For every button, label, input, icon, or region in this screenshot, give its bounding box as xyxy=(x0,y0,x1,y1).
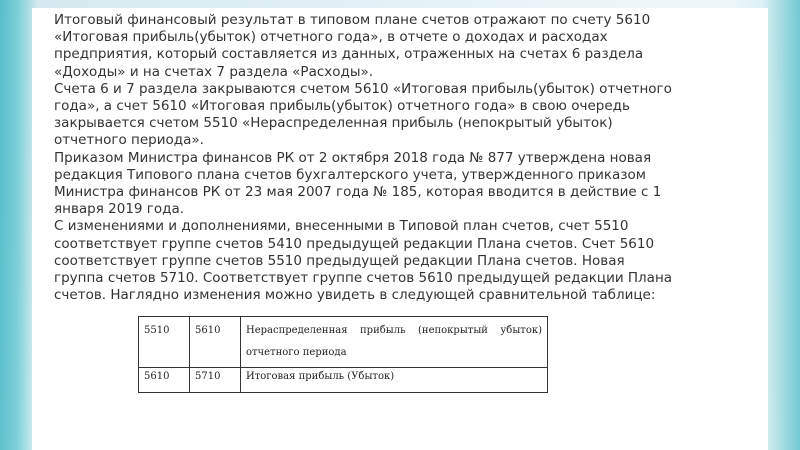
paragraph-closing-accounts: Счета 6 и 7 раздела закрываются счетом 5610 «Итоговая прибыль(убыток) отчетного года», а счет 5610 «Итоговая прибыль(убыток) отчетного года» в свою очередь закрывается счетом 5510 «Нераспределенная прибыль (непокрытый убыток) отчетного периода». xyxy=(54,80,672,149)
table-row xyxy=(139,368,548,393)
slide-text-block xyxy=(54,12,674,304)
account-description: Нераспределенная прибыль (непокрытый убыток) отчетного периода xyxy=(241,317,548,368)
table-row xyxy=(139,317,548,368)
paragraph-changes: С изменениями и дополнениями, внесенными в Типовой план счетов, счет 5510 соответствует группе счетов 5410 предыдущей редакции Плана счетов. Счет 5610 соответствует группе счетов 5510 предыдущей редакции Плана счетов. Новая группа счетов 5710. Соответствует группе счетов 5610 предыдущей редакции Плана счетов. Наглядно изменения можно увидеть в следующей сравнительной таблице: xyxy=(54,218,673,304)
account-description: Итоговая прибыль (Убыток) xyxy=(241,368,548,393)
new-account-code: 5710 xyxy=(190,368,241,393)
new-account-code: 5610 xyxy=(190,317,241,368)
old-account-code: 5510 xyxy=(139,317,190,368)
paragraph-ministry-order: Приказом Министра финансов РК от 2 октября 2018 года № 877 утверждена новая редакция Типового плана счетов бухгалтерского учета, утвержденного приказом Министра финансов РК от 23 мая 2007 года № 185, которая вводится в действие с 1 января 2019 года. xyxy=(54,149,662,218)
paragraph-final-result: Итоговый финансовый результат в типовом плане счетов отражают по счету 5610 «Итоговая прибыль(убыток) отчетного года», в отчете о доходах и расходах предприятия, который составляется из данных, отраженных на счетах 6 раздела «Доходы» и на счетах 7 раздела «Расходы». xyxy=(54,12,651,80)
old-account-code: 5610 xyxy=(139,368,190,393)
comparison-table xyxy=(138,316,548,393)
